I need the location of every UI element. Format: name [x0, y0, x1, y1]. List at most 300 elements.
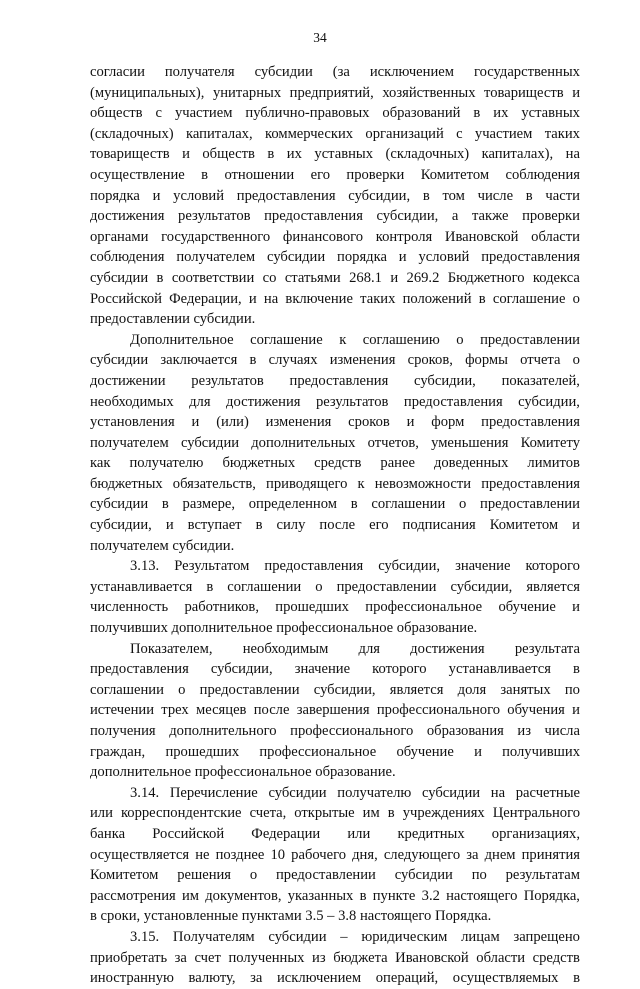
paragraph-3-14	[90, 783, 580, 927]
text-line	[90, 597, 580, 618]
text-line	[90, 144, 580, 165]
word: полученных	[228, 949, 305, 966]
word: и	[182, 146, 190, 163]
text-line	[90, 845, 580, 866]
word: осуществляемых	[452, 970, 559, 987]
word: субсидии	[180, 434, 240, 451]
word: его	[369, 517, 389, 534]
word: не	[195, 846, 210, 863]
word: запрещено	[513, 928, 580, 945]
word: является	[389, 681, 444, 698]
document-body	[90, 62, 580, 989]
word: о	[249, 867, 258, 884]
word: за	[174, 949, 187, 966]
word: предоставлении	[480, 496, 580, 513]
word: образований	[382, 105, 461, 122]
word: области	[531, 228, 580, 245]
word: результатам	[505, 867, 580, 884]
word: предоставления	[264, 208, 363, 225]
word: как	[90, 455, 111, 472]
word: после	[253, 702, 290, 719]
word: порядка	[90, 187, 140, 204]
word: достижения	[410, 640, 485, 657]
word: заключается	[160, 352, 238, 369]
word: невозможности	[374, 475, 472, 492]
word: получивших	[502, 743, 580, 760]
text-line	[90, 927, 580, 948]
word: о	[459, 496, 467, 513]
text-line	[90, 659, 580, 680]
word: предприятий,	[289, 84, 374, 101]
text-line: предоставлении субсидии.	[90, 311, 256, 328]
word: и	[248, 290, 257, 307]
word: дня,	[352, 846, 378, 863]
word: порядка	[337, 249, 387, 266]
word: субсидии	[421, 784, 481, 801]
word: профессионального	[376, 702, 500, 719]
word: –	[340, 928, 348, 945]
text-line	[90, 865, 580, 886]
word: (за	[332, 64, 350, 80]
word: числе	[477, 187, 514, 204]
word: (или)	[216, 414, 249, 431]
word: субсидии,	[518, 393, 580, 410]
word: их	[493, 105, 509, 122]
word: 3.14.	[130, 784, 160, 801]
word: отчета	[520, 352, 561, 369]
word: достижении	[90, 372, 166, 389]
word: случаях	[268, 352, 318, 369]
word: из	[312, 949, 326, 966]
paragraph-3-13	[90, 556, 580, 638]
word: значение	[455, 558, 511, 575]
word: Комитетом	[489, 517, 559, 534]
word: или	[347, 825, 371, 842]
word: приводящего	[266, 475, 348, 492]
word: необходимых	[90, 393, 174, 410]
text-line	[90, 453, 580, 474]
word: отчетов,	[367, 434, 419, 451]
word: получателю	[337, 784, 412, 801]
text-line	[90, 83, 580, 104]
text-line	[90, 350, 580, 371]
word: банка	[90, 825, 126, 842]
word: с	[155, 105, 162, 122]
word: 3.2	[421, 887, 440, 904]
word: отношении	[224, 166, 295, 183]
word: субсидии	[254, 64, 313, 80]
word: обучения	[507, 702, 565, 719]
word: решения	[177, 867, 232, 884]
word: их	[286, 146, 302, 163]
text-line	[90, 62, 580, 83]
word: соблюдения	[90, 249, 165, 266]
word: Федерации	[251, 825, 321, 842]
text-line	[90, 268, 580, 289]
word: обществ	[90, 105, 143, 122]
text-line	[90, 948, 580, 969]
word: предоставления	[289, 372, 389, 389]
word: публично-правовых	[245, 105, 370, 122]
word: предоставлении	[275, 867, 376, 884]
word: на	[263, 290, 279, 307]
text-line	[90, 824, 580, 845]
word: осуществление	[90, 166, 185, 183]
word: средств	[314, 455, 362, 472]
word: исключением	[276, 970, 362, 987]
word: результатов	[315, 393, 389, 410]
word: предоставления	[90, 661, 189, 678]
word: в	[387, 805, 395, 822]
word: условий	[173, 187, 225, 204]
word: о	[315, 578, 323, 595]
text-line	[90, 474, 580, 495]
word: включение	[285, 290, 353, 307]
word: Ивановской	[444, 228, 519, 245]
word: 269.2	[406, 269, 440, 286]
word: профессионального	[290, 723, 414, 739]
word: органами	[90, 228, 149, 245]
word: товариществ	[90, 146, 170, 163]
word: которого	[372, 661, 427, 678]
word: документов,	[205, 887, 282, 904]
word: профессиональное	[365, 599, 483, 616]
word: обществ	[202, 146, 255, 163]
word: на	[490, 784, 506, 801]
word: и	[398, 249, 407, 266]
text-line	[90, 206, 580, 227]
word: получателю	[129, 455, 204, 472]
word: его	[310, 166, 330, 183]
word: обучение	[396, 743, 454, 760]
word: образования	[426, 723, 504, 739]
word: предоставления	[481, 475, 580, 492]
word: соглашении	[90, 681, 164, 698]
word: субсидии,	[348, 187, 411, 204]
word: и	[191, 414, 200, 431]
word: им	[181, 887, 200, 904]
word: осуществляется	[90, 846, 190, 863]
word: том	[442, 187, 465, 204]
word: размере,	[182, 496, 235, 513]
word: и	[572, 702, 580, 719]
text-line	[90, 515, 580, 536]
word: изменения	[329, 352, 396, 369]
word: в	[478, 290, 486, 307]
word: Результатом	[174, 558, 250, 575]
word: хозяйственных	[382, 84, 476, 101]
word: является	[526, 578, 580, 595]
word: и	[572, 599, 580, 616]
word: в	[359, 887, 367, 904]
word: принятия	[521, 846, 580, 863]
word: о	[572, 352, 580, 369]
text-line	[90, 742, 580, 763]
word: лимитов	[527, 455, 580, 472]
word: участием	[174, 105, 233, 122]
text-line	[90, 433, 580, 454]
word: субсидии,	[313, 681, 376, 698]
word: соблюдения	[505, 166, 580, 183]
word: в	[525, 187, 533, 204]
word: субсидии,	[378, 558, 441, 575]
word: к	[357, 475, 365, 492]
word: бюджета	[333, 949, 388, 966]
word: операций,	[375, 970, 439, 987]
word: Российской	[152, 825, 225, 842]
text-line	[90, 803, 580, 824]
word: занятых	[500, 681, 551, 698]
word: субсидии,	[90, 517, 152, 534]
word: уставных	[521, 105, 580, 122]
word: получателем	[176, 249, 256, 266]
word: Комитету	[520, 434, 580, 451]
word: следующего	[383, 846, 461, 863]
word: за	[466, 846, 479, 863]
word: участием	[474, 125, 533, 142]
word: дополнительного	[169, 723, 277, 739]
word: субсидии,	[414, 372, 476, 389]
text-line	[90, 556, 580, 577]
word: и	[152, 187, 161, 204]
word: с	[456, 125, 463, 142]
word: 3.13.	[130, 558, 160, 575]
word: иностранную	[90, 970, 174, 987]
word: в	[573, 661, 580, 678]
word: субсидии	[268, 784, 327, 801]
word: подписания	[402, 517, 476, 534]
word: в	[573, 970, 580, 987]
word: формы	[465, 352, 508, 369]
paragraph-consent-to-inspection	[90, 62, 580, 330]
word: в	[350, 496, 358, 513]
text-line	[90, 968, 580, 989]
word: трех	[161, 702, 189, 719]
word: соглашению	[362, 331, 440, 348]
word: Ивановской	[395, 949, 469, 966]
word: числа	[544, 723, 580, 739]
word: месяцев	[196, 702, 247, 719]
word: валюту,	[188, 970, 236, 987]
text-line	[90, 680, 580, 701]
word: достижения	[90, 208, 165, 225]
word: бюджетных	[222, 455, 296, 472]
word: или	[90, 805, 113, 822]
word: значение	[294, 661, 351, 678]
word: форм	[431, 414, 465, 431]
word: предоставлении	[480, 331, 580, 348]
word: сроков,	[407, 352, 453, 369]
word: Российской	[90, 290, 162, 307]
text-line	[90, 330, 580, 351]
word: прошедших	[165, 743, 240, 760]
word: товариществ	[484, 84, 564, 101]
word: положений	[402, 290, 472, 307]
word: рабочего	[291, 846, 347, 863]
word: получателя	[164, 64, 235, 80]
word: субсидии	[268, 928, 327, 945]
word: субсидии	[394, 867, 453, 884]
word: в	[206, 578, 214, 595]
text-line	[90, 412, 580, 433]
text-line: получателем субсидии.	[90, 537, 235, 554]
word: Получателям	[172, 928, 255, 945]
word: (складочных)	[385, 146, 470, 163]
word: согласии	[90, 64, 145, 80]
word: граждан,	[90, 743, 146, 760]
word: по	[471, 867, 487, 884]
word: доведенных	[433, 455, 509, 472]
text-line: дополнительное профессиональное образование.	[90, 764, 396, 781]
word: силу	[276, 517, 306, 534]
paragraph-3-15	[90, 927, 580, 989]
text-line: получивших дополнительное профессиональное образование.	[90, 620, 478, 637]
word: капиталах,	[185, 125, 253, 142]
text-line	[90, 186, 580, 207]
word: показателей,	[501, 372, 580, 389]
text-line	[90, 886, 580, 907]
word: а	[451, 208, 459, 225]
word: корреспондентские	[120, 805, 242, 822]
word: счет	[194, 949, 221, 966]
word: организаций	[365, 125, 444, 142]
word: расчетные	[515, 784, 580, 801]
word: 268.1	[349, 269, 382, 286]
word: соглашение	[250, 331, 323, 348]
word: Перечисление	[169, 784, 258, 801]
word: кодекса	[532, 269, 580, 286]
word: работников,	[184, 599, 259, 616]
word: настоящего	[446, 887, 518, 904]
word: численность	[90, 599, 169, 616]
word: устанавливается	[90, 578, 193, 595]
word: контроля	[375, 228, 433, 245]
word: предоставлении	[336, 578, 437, 595]
word: в	[249, 352, 257, 369]
word: предоставления	[236, 187, 336, 204]
word: достижения	[226, 393, 301, 410]
word: сроков	[348, 414, 390, 431]
word: вступает	[187, 517, 242, 534]
word: Федерации,	[169, 290, 242, 307]
word: ранее	[380, 455, 415, 472]
word: юридическим	[361, 928, 448, 945]
word: Дополнительное	[130, 331, 234, 348]
word: установления	[90, 414, 175, 431]
text-line	[90, 577, 580, 598]
word: обучение	[498, 599, 556, 616]
text-line: в сроки, установленные пунктами 3.5 – 3.8 настоящего Порядка.	[90, 908, 492, 925]
word: соответствии	[171, 269, 255, 286]
word: коммерческих	[264, 125, 354, 142]
word: таких	[544, 125, 580, 142]
word: 3.15.	[130, 928, 160, 945]
word: учреждениях	[402, 805, 485, 822]
word: которого	[525, 558, 580, 575]
word: изменения	[265, 414, 332, 431]
word: им	[362, 805, 380, 822]
word: пункте	[372, 887, 416, 904]
word: приобретать	[90, 949, 168, 966]
text-line	[90, 165, 580, 186]
text-line	[90, 124, 580, 145]
word: истечении	[90, 702, 155, 719]
word: исключением	[369, 64, 454, 80]
text-line	[90, 227, 580, 248]
word: уменьшения	[431, 434, 509, 451]
word: получения	[90, 723, 156, 739]
word: Бюджетного	[447, 269, 525, 286]
word: Комитетом	[90, 867, 159, 884]
word: рассмотрения	[90, 887, 176, 904]
word: государственных	[473, 64, 580, 80]
word: о	[456, 331, 464, 348]
word: результата	[514, 640, 580, 657]
text-line	[90, 639, 580, 660]
word: соглашении	[371, 496, 446, 513]
word: в	[422, 187, 430, 204]
text-line	[90, 700, 580, 721]
word: результатов	[191, 372, 264, 389]
word: результатов	[178, 208, 251, 225]
word: субсидии,	[376, 208, 439, 225]
word: организациях,	[491, 825, 580, 842]
word: средств	[532, 949, 580, 966]
word: и	[406, 414, 415, 431]
word: области	[476, 949, 526, 966]
word: (муниципальных),	[90, 84, 205, 101]
word: соглашении	[227, 578, 302, 595]
word: прошедших	[275, 599, 349, 616]
text-line	[90, 783, 580, 804]
word: устанавливается	[448, 661, 551, 678]
word: к	[339, 331, 347, 348]
word: обязательств,	[172, 475, 256, 492]
word: и	[165, 517, 174, 534]
word: необходимым	[242, 640, 329, 657]
word: уставных	[314, 146, 374, 163]
word: финансового	[282, 228, 364, 245]
word: Комитетом	[420, 166, 490, 183]
word: бюджетных	[90, 475, 163, 492]
word: на	[565, 146, 580, 163]
word: в	[267, 146, 275, 163]
word: субсидии	[267, 249, 326, 266]
word: лицам	[461, 928, 500, 945]
word: в	[161, 496, 169, 513]
word: завершения	[296, 702, 370, 719]
word: субсидии,	[450, 578, 513, 595]
word: предоставления	[403, 393, 503, 410]
word: о	[178, 681, 186, 698]
word: днем	[484, 846, 516, 863]
text-line	[90, 392, 580, 413]
word: Центрального	[492, 805, 580, 822]
word: предоставления	[481, 414, 580, 431]
word: определенном	[248, 496, 337, 513]
word: о	[572, 290, 580, 307]
word: из	[517, 723, 531, 739]
word: со	[262, 269, 277, 286]
word: получателем	[90, 434, 169, 451]
word: субсидии	[90, 352, 149, 369]
word: условий	[418, 249, 470, 266]
word: в	[201, 166, 209, 183]
word: 10	[270, 846, 286, 863]
word: и	[572, 517, 580, 534]
word: кредитных	[397, 825, 465, 842]
word: таких	[360, 290, 396, 307]
